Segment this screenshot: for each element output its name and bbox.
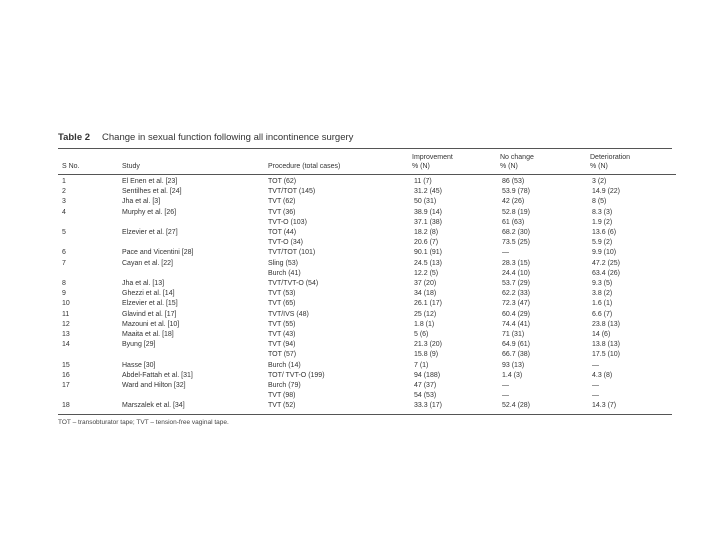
table-row	[58, 238, 676, 248]
cell-improvement: 47 (37)	[414, 382, 437, 390]
cell-improvement: 20.6 (7)	[414, 239, 439, 247]
cell-study: Cayan et al. [22]	[122, 259, 173, 267]
bottom-rule	[58, 414, 672, 415]
cell-no-change: 68.2 (30)	[502, 229, 531, 237]
table-row	[58, 310, 676, 320]
table-row	[58, 381, 676, 391]
table-row	[58, 187, 676, 197]
cell-study	[122, 269, 268, 279]
cell-improvement: 24.5 (13)	[414, 259, 443, 267]
table-title: Change in sexual function following all incontinence surgery	[102, 131, 354, 143]
cell-sno	[58, 391, 122, 401]
header-sno: S No.	[62, 163, 80, 170]
cell-sno	[58, 350, 122, 360]
cell-study	[122, 218, 268, 228]
cell-procedure: TOT (62)	[268, 178, 297, 185]
cell-improvement: 18.2 (8)	[414, 229, 439, 237]
cell-study: Elzevier et al. [15]	[122, 300, 178, 308]
cell-deterioration: 9.3 (5)	[592, 280, 613, 288]
cell-sno: 16	[62, 371, 70, 379]
cell-improvement: 90.1 (91)	[414, 249, 443, 257]
cell-sno	[58, 238, 122, 248]
table-row	[58, 340, 676, 350]
cell-improvement: 26.1 (17)	[414, 300, 443, 308]
cell-procedure: TVT/IVS (48)	[268, 310, 309, 318]
table-row	[58, 299, 676, 309]
cell-deterioration: 14.9 (22)	[592, 188, 621, 196]
cell-deterioration: 47.2 (25)	[592, 259, 621, 267]
table-row	[58, 218, 676, 228]
cell-sno: 3	[62, 198, 66, 206]
table-row	[58, 330, 676, 340]
cell-no-change: 53.7 (29)	[502, 280, 531, 288]
cell-improvement: 15.8 (9)	[414, 351, 439, 359]
cell-no-change: 61 (63)	[502, 218, 525, 226]
cell-no-change: 52.4 (28)	[502, 402, 531, 410]
cell-improvement: 50 (31)	[414, 198, 437, 206]
table-row	[58, 208, 676, 218]
header-study: Study	[122, 163, 140, 170]
cell-study: Pace and Vicentini [28]	[122, 249, 194, 257]
cell-no-change: 74.4 (41)	[502, 320, 531, 328]
cell-no-change: 73.5 (25)	[502, 239, 531, 247]
cell-improvement: 12.2 (5)	[414, 269, 439, 277]
cell-study: Sentilhes et al. [24]	[122, 188, 182, 196]
table-row	[58, 248, 676, 258]
cell-improvement: 11 (7)	[414, 178, 432, 185]
cell-sno: 5	[62, 229, 66, 237]
cell-sno: 13	[62, 331, 70, 339]
cell-deterioration: 1.6 (1)	[592, 300, 613, 308]
table-header-row	[58, 149, 676, 175]
cell-no-change: 28.3 (15)	[502, 259, 531, 267]
cell-deterioration: —	[592, 361, 599, 369]
table-body	[58, 175, 676, 412]
cell-study: Maaita et al. [18]	[122, 331, 174, 339]
table-row	[58, 371, 676, 381]
cell-sno: 17	[62, 382, 70, 390]
cell-procedure: TOT (44)	[268, 229, 297, 237]
cell-study: Elzevier et al. [27]	[122, 229, 178, 237]
table-caption	[58, 128, 672, 146]
cell-sno: 15	[62, 361, 70, 369]
cell-deterioration: 6.6 (7)	[592, 310, 613, 318]
cell-no-change: 62.2 (33)	[502, 290, 531, 298]
cell-no-change: 53.9 (78)	[502, 188, 531, 196]
cell-improvement: 37 (20)	[414, 280, 437, 288]
cell-study: Marszalek et al. [34]	[122, 402, 185, 410]
table-row	[58, 320, 676, 330]
cell-procedure: TVT (52)	[268, 402, 296, 410]
cell-procedure: TVT/TOT (101)	[268, 249, 316, 257]
table-row	[58, 259, 676, 269]
cell-no-change: 52.8 (19)	[502, 208, 531, 216]
cell-procedure: TVT (98)	[268, 392, 296, 400]
cell-deterioration: 14 (6)	[592, 331, 611, 339]
cell-deterioration: 63.4 (26)	[592, 269, 621, 277]
header-improvement: Improvement % (N)	[412, 154, 453, 170]
table-row	[58, 175, 676, 188]
cell-deterioration: 5.9 (2)	[592, 239, 613, 247]
header-procedure: Procedure (total cases)	[268, 163, 341, 170]
table-row	[58, 269, 676, 279]
cell-improvement: 37.1 (38)	[414, 218, 443, 226]
cell-sno	[58, 218, 122, 228]
cell-deterioration: 3.8 (2)	[592, 290, 613, 298]
cell-study: Ghezzi et al. [14]	[122, 290, 175, 298]
cell-sno: 4	[62, 208, 66, 216]
cell-sno: 9	[62, 290, 66, 298]
cell-no-change: 1.4 (3)	[502, 371, 523, 379]
cell-procedure: Burch (79)	[268, 382, 301, 390]
cell-procedure: Burch (14)	[268, 361, 301, 369]
cell-procedure: Burch (41)	[268, 269, 301, 277]
cell-study: El Enen et al. [23]	[122, 178, 178, 185]
cell-study	[122, 350, 268, 360]
cell-improvement: 33.3 (17)	[414, 402, 443, 410]
document-page	[58, 128, 672, 426]
table-row	[58, 289, 676, 299]
header-deterioration: Deterioration % (N)	[590, 154, 631, 170]
cell-no-change: 64.9 (61)	[502, 341, 531, 349]
table-number: Table 2	[58, 131, 91, 143]
cell-study: Abdel-Fattah et al. [31]	[122, 371, 193, 379]
cell-no-change: —	[502, 382, 509, 390]
cell-procedure: TVT-O (34)	[268, 239, 304, 247]
cell-deterioration: 17.5 (10)	[592, 351, 621, 359]
cell-deterioration: 14.3 (7)	[592, 402, 617, 410]
table-row	[58, 401, 676, 411]
cell-sno: 14	[62, 341, 70, 349]
cell-sno	[58, 269, 122, 279]
cell-improvement: 21.3 (20)	[414, 341, 443, 349]
table-row	[58, 197, 676, 207]
cell-study	[122, 391, 268, 401]
cell-sno: 18	[62, 402, 70, 410]
cell-procedure: TVT (65)	[268, 300, 296, 308]
cell-study: Ward and Hilton [32]	[122, 382, 186, 390]
cell-sno: 2	[62, 188, 66, 196]
cell-deterioration: —	[592, 392, 599, 400]
cell-deterioration: 13.6 (6)	[592, 229, 617, 237]
cell-study: Jha et al. [13]	[122, 280, 165, 288]
cell-study: Hasse [30]	[122, 361, 156, 369]
cell-procedure: TVT (53)	[268, 290, 296, 298]
cell-procedure: TVT/TOT (145)	[268, 188, 316, 196]
table-row	[58, 350, 676, 360]
cell-deterioration: 23.8 (13)	[592, 320, 621, 328]
cell-sno: 10	[62, 300, 70, 308]
cell-sno: 11	[62, 310, 70, 318]
cell-procedure: TVT (36)	[268, 208, 296, 216]
sexual-function-table	[58, 149, 676, 412]
cell-study: Mazouni et al. [10]	[122, 320, 180, 328]
cell-deterioration: 9.9 (10)	[592, 249, 617, 257]
cell-procedure: TOT/ TVT-O (199)	[268, 371, 325, 379]
header-no-change: No change % (N)	[500, 154, 534, 170]
cell-deterioration: 13.8 (13)	[592, 341, 621, 349]
cell-no-change: —	[502, 249, 509, 257]
cell-sno: 6	[62, 249, 66, 257]
cell-procedure: TVT (55)	[268, 320, 296, 328]
cell-improvement: 34 (18)	[414, 290, 437, 298]
cell-improvement: 38.9 (14)	[414, 208, 443, 216]
cell-deterioration: —	[592, 382, 599, 390]
cell-study: Glavind et al. [17]	[122, 310, 177, 318]
cell-no-change: 66.7 (38)	[502, 351, 531, 359]
cell-no-change: —	[502, 392, 509, 400]
cell-improvement: 5 (6)	[414, 331, 429, 339]
cell-no-change: 86 (53)	[502, 178, 525, 185]
cell-no-change: 72.3 (47)	[502, 300, 531, 308]
cell-deterioration: 8.3 (3)	[592, 208, 613, 216]
cell-deterioration: 3 (2)	[592, 178, 607, 185]
cell-study: Byung [29]	[122, 341, 156, 349]
cell-deterioration: 8 (5)	[592, 198, 607, 206]
cell-deterioration: 1.9 (2)	[592, 218, 613, 226]
cell-sno: 8	[62, 280, 66, 288]
cell-no-change: 71 (31)	[502, 331, 525, 339]
cell-procedure: TVT (94)	[268, 341, 296, 349]
cell-sno: 7	[62, 259, 66, 267]
cell-no-change: 42 (26)	[502, 198, 525, 206]
cell-no-change: 60.4 (29)	[502, 310, 531, 318]
cell-improvement: 94 (188)	[414, 371, 441, 379]
table-footnote: TOT – transobturator tape; TVT – tension-free vaginal tape.	[58, 418, 229, 426]
cell-improvement: 25 (12)	[414, 310, 437, 318]
cell-procedure: TVT (43)	[268, 331, 296, 339]
cell-study: Jha et al. [3]	[122, 198, 161, 206]
cell-improvement: 1.8 (1)	[414, 320, 435, 328]
cell-study	[122, 238, 268, 248]
cell-sno: 1	[62, 178, 66, 185]
table-row	[58, 361, 676, 371]
cell-improvement: 31.2 (45)	[414, 188, 443, 196]
cell-deterioration: 4.3 (8)	[592, 371, 613, 379]
cell-no-change: 24.4 (10)	[502, 269, 531, 277]
cell-procedure: Sling (53)	[268, 259, 298, 267]
cell-procedure: TOT (57)	[268, 351, 297, 359]
cell-improvement: 54 (53)	[414, 392, 437, 400]
cell-study: Murphy et al. [26]	[122, 208, 177, 216]
cell-improvement: 7 (1)	[414, 361, 429, 369]
cell-sno: 12	[62, 320, 70, 328]
table-row	[58, 228, 676, 238]
cell-no-change: 93 (13)	[502, 361, 525, 369]
table-row	[58, 279, 676, 289]
cell-procedure: TVT-O (103)	[268, 218, 307, 226]
cell-procedure: TVT/TVT-O (54)	[268, 280, 319, 288]
cell-procedure: TVT (62)	[268, 198, 296, 206]
table-row	[58, 391, 676, 401]
